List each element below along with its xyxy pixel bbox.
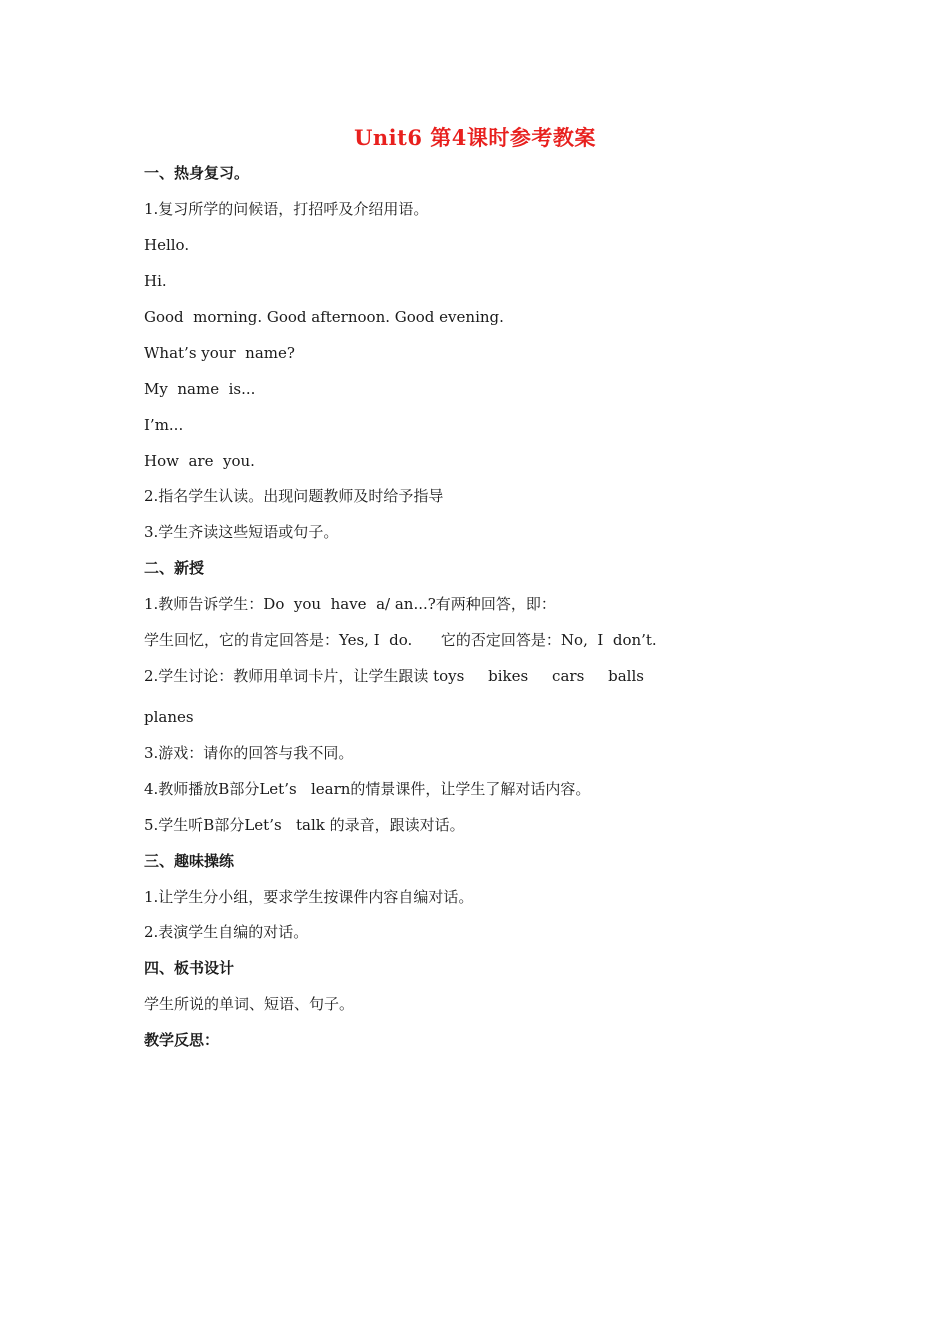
body-line: 3.学生齐读这些短语或句子。 (144, 523, 339, 541)
section-heading: 二、新授 (144, 559, 205, 577)
section-heading: 三、趣味操练 (144, 852, 235, 870)
body-line: My name is... (144, 380, 256, 398)
section-heading: 教学反思： (144, 1031, 220, 1049)
body-line: How are you. (144, 452, 255, 470)
body-line: 学生所说的单词、短语、句子。 (144, 995, 355, 1013)
body-line: Hi. (144, 272, 167, 290)
body-line: 学生回忆，它的肯定回答是：Yes, I do. 它的否定回答是：No, I don’t. (144, 631, 657, 649)
body-line: 3.游戏：请你的回答与我不同。 (144, 744, 354, 762)
body-line: Good morning. Good afternoon. Good evening. (144, 308, 504, 326)
body-line: I’m... (144, 416, 184, 434)
body-line: 1.复习所学的问候语，打招呼及介绍用语。 (144, 200, 429, 218)
body-line: planes (144, 708, 194, 726)
body-line: 2.指名学生认读。出现问题教师及时给予指导 (144, 487, 444, 505)
body-line: 2.学生讨论：教师用单词卡片，让学生跟读 toys bikes cars balls (144, 667, 644, 685)
body-line: 2.表演学生自编的对话。 (144, 923, 309, 941)
body-line: 5.学生听B部分Let’s talk 的录音，跟读对话。 (144, 816, 465, 834)
body-line: 1.让学生分小组，要求学生按课件内容自编对话。 (144, 888, 474, 906)
section-heading: 四、板书设计 (144, 959, 235, 977)
body-line: 4.教师播放B部分Let’s learn的情景课件，让学生了解对话内容。 (144, 780, 591, 798)
body-line: Hello. (144, 236, 190, 254)
body-line: What’s your name? (144, 344, 295, 362)
body-line: 1.教师告诉学生：Do you have a/ an...?有两种回答，即： (144, 595, 556, 613)
section-heading: 一、热身复习。 (144, 164, 250, 182)
document-title: Unit6 第4课时参考教案 (354, 125, 596, 150)
